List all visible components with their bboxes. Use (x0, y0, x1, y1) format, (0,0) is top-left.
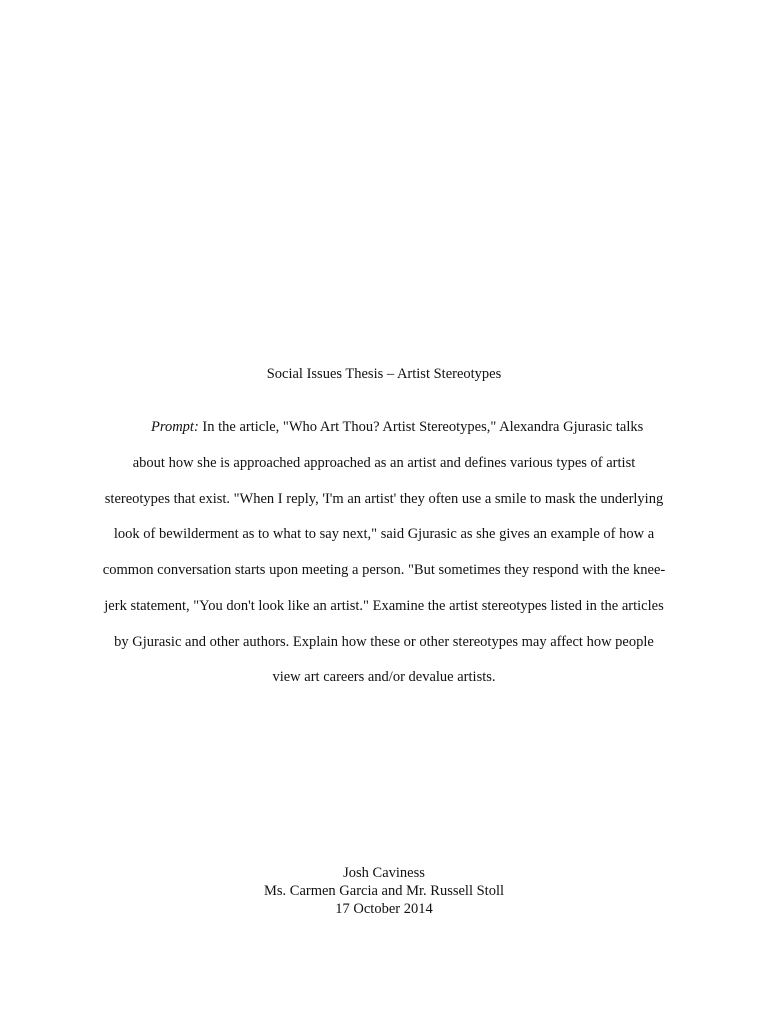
prompt-line-3: stereotypes that exist. "When I reply, 'I'm an artist' they often use a smile to mask the underlying (104, 491, 664, 507)
prompt-line-8: view art careers and/or devalue artists. (272, 669, 496, 685)
prompt-line-text: In the article, "Who Art Thou? Artist Stereotypes," Alexandra Gjurasic talks (202, 419, 644, 435)
prompt-line-6: jerk statement, "You don't look like an artist." Examine the artist stereotypes listed in the articles (104, 598, 664, 614)
teacher-names: Ms. Carmen Garcia and Mr. Russell Stoll (263, 883, 505, 899)
author-name: Josh Caviness (343, 865, 425, 881)
prompt-label: Prompt: (151, 419, 199, 435)
prompt-line-4: look of bewilderment as to what to say next," said Gjurasic as she gives an example of how a (113, 526, 655, 542)
prompt-line-5: common conversation starts upon meeting a person. "But sometimes they respond with the knee- (102, 562, 666, 578)
prompt-line-2: about how she is approached approached as an artist and defines various types of artist (132, 455, 636, 471)
document-date: 17 October 2014 (335, 901, 433, 917)
document-title: Social Issues Thesis – Artist Stereotypes (266, 366, 502, 382)
prompt-line-7: by Gjurasic and other authors. Explain how these or other stereotypes may affect how people (114, 634, 654, 650)
prompt-line-1 (151, 417, 643, 437)
author-block (0, 864, 768, 918)
